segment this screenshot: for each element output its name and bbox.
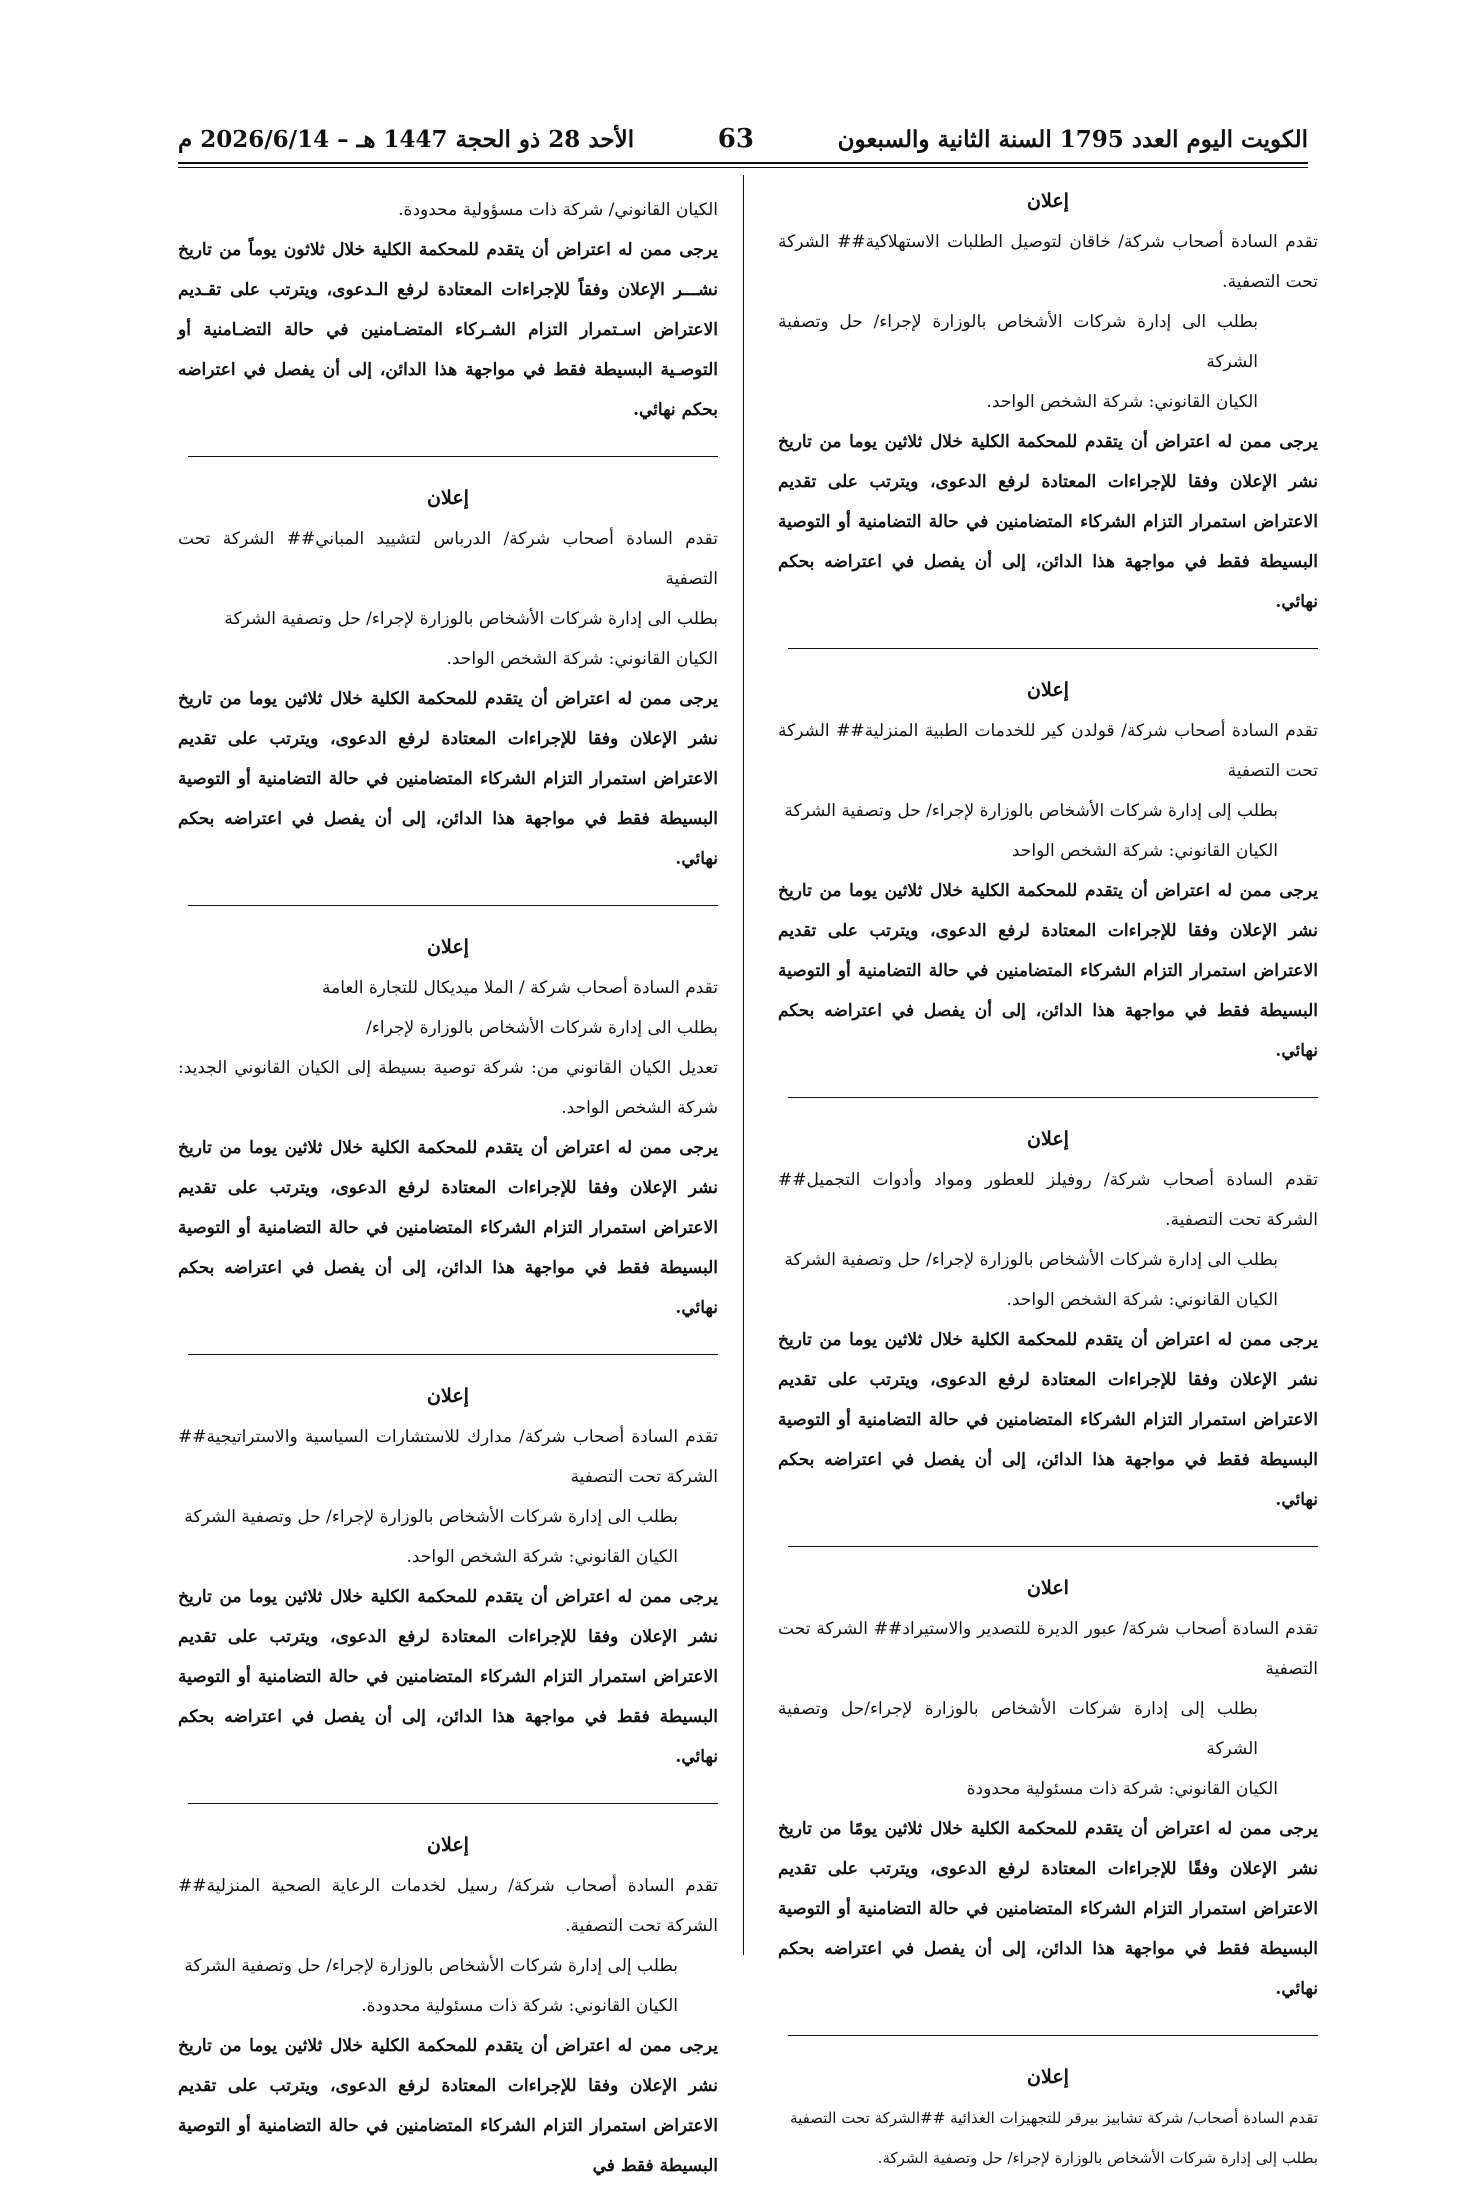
notice-entity: الكيان القانوني: شركة الشخص الواحد. <box>986 392 1258 412</box>
notice-applicant: تقدم السادة أصحاب/ شركة تشابيز بيرقر للتجهيزات الغذائية ##الشركة تحت التصفية <box>790 2109 1318 2127</box>
notice-title: إعلان <box>1027 2066 1069 2088</box>
notice-applicant: تقدم السادة أصحاب شركة/ قولدن كير للخدمات الطبية المنزلية## الشركة تحت التصفية <box>778 721 1318 781</box>
page-number: 63 <box>717 124 754 154</box>
notice-title: إعلان <box>427 1834 469 1856</box>
notice-request: بطلب الى إدارة شركات الأشخاص بالوزارة لإجراء/ <box>366 1018 718 1038</box>
notice-separator <box>188 456 718 457</box>
notice-title: اعلان <box>1027 1577 1069 1599</box>
header-rule-thin <box>178 167 1308 168</box>
notice-golden-care <box>778 679 1318 1071</box>
notice-applicant: تقدم السادة أصحاب شركة/ مدارك للاستشارات السياسية والاستراتيجية## الشركة تحت التصفية <box>178 1427 718 1487</box>
notice-entity: الكيان القانوني: شركة الشخص الواحد. <box>446 649 718 669</box>
notice-entity: الكيان القانوني: شركة الشخص الواحد. <box>1006 1290 1278 1310</box>
notice-title: إعلان <box>1027 1128 1069 1150</box>
notice-objection-text: يرجى ممن له اعتراض أن يتقدم للمحكمة الكلية خلال ثلاثين يوما من تاريخ نشر الإعلان وفقا للإجراءات المعتادة لرفع الدعوى، ويترتب على تقديم الاعتراض استمرار التزام الشركاء المتضامنين في حالة التضامنية أو التوصية البسيطة فقط في مواجهة هذا الدائن، إلى أن يفصل في اعتراضه بحكم نهائي. <box>778 1330 1318 1510</box>
notice-applicant: تقدم السادة أصحاب شركة/ عبور الديرة للتصدير والاستيراد## الشركة تحت التصفية <box>778 1619 1318 1679</box>
notice-title: إعلان <box>1027 190 1069 212</box>
issue-date: الأحد 28 ذو الحجة 1447 هـ – 2026/6/14 م <box>178 125 635 153</box>
notice-separator <box>788 1097 1318 1098</box>
notice-request: بطلب الى إدارة شركات الأشخاص بالوزارة لإجراء/ حل وتصفية الشركة <box>224 609 718 629</box>
notice-request: بطلب إلى إدارة شركات الأشخاص بالوزارة لإجراء/حل وتصفية الشركة <box>778 1699 1258 1759</box>
notice-applicant: تقدم السادة أصحاب شركة/ روفيلز للعطور ومواد وأدوات التجميل## الشركة تحت التصفية. <box>778 1170 1318 1230</box>
notice-request: بطلب الى إدارة شركات الأشخاص بالوزارة لإجراء/ حل وتصفية الشركة <box>784 1250 1278 1270</box>
notice-separator <box>788 648 1318 649</box>
left-column <box>178 190 718 2176</box>
notice-title: إعلان <box>427 936 469 958</box>
notice-objection-text: يرجى ممن له اعتراض أن يتقدم للمحكمة الكلية خلال ثلاثين يوما من تاريخ نشر الإعلان وفقا للإجراءات المعتادة لرفع الدعوى، ويترتب على تقديم الاعتراض استمرار التزام الشركاء المتضامنين في حالة التضامنية أو التوصية البسيطة فقط في مواجهة هذا الدائن، إلى أن يفصل في اعتراضه بحكم نهائي. <box>178 1587 718 1767</box>
notice-entity: الكيان القانوني/ شركة ذات مسؤولية محدودة. <box>398 200 718 220</box>
notice-oboor-aldeera <box>778 1577 1318 2009</box>
notice-entity: الكيان القانوني: شركة الشخص الواحد. <box>406 1547 678 1567</box>
notice-separator <box>188 1354 718 1355</box>
notice-separator <box>188 1803 718 1804</box>
notice-title: إعلان <box>427 1385 469 1407</box>
notice-raseel <box>178 1834 718 2186</box>
notice-request: بطلب إلى إدارة شركات الأشخاص بالوزارة لإجراء/ حل وتصفية الشركة <box>784 801 1278 821</box>
gazette-title: الكويت اليوم العدد 1795 السنة الثانية والسبعون <box>837 125 1308 153</box>
notice-khaqan <box>778 190 1318 622</box>
notice-objection-text: يرجى ممن له اعتراض أن يتقدم للمحكمة الكلية خلال ثلاثين يوما من تاريخ نشر الإعلان وفقا للإجراءات المعتادة لرفع الدعوى، ويترتب على تقديم الاعتراض استمرار التزام الشركاء المتضامنين في حالة التضامنية أو التوصية البسيطة فقط في مواجهة هذا الدائن، إلى أن يفصل في اعتراضه بحكم نهائي. <box>178 1138 718 1318</box>
column-divider <box>743 175 744 1955</box>
notice-applicant: تقدم السادة أصحاب شركة/ رسيل لخدمات الرعاية الصحية المنزلية## الشركة تحت التصفية. <box>178 1876 718 1936</box>
notice-entity: الكيان القانوني: شركة ذات مسئولية محدودة. <box>361 1996 678 2016</box>
header-rule <box>178 162 1308 164</box>
notice-objection-text: يرجى ممن له اعتراض أن يتقدم للمحكمة الكلية خلال ثلاثون يوماً من تاريخ نشـــر الإعلان وفقاً للإجراءات المعتادة لرفع الـدعوى، ويترتب على تقـديم الاعتراض اسـتمرار التزام الشـركاء المتضـامنين في حالة التضـامنية أو التوصـية البسيطة فقط في مواجهة هذا الدائن، إلى أن يفصل في اعتراضه بحكم نهائي. <box>178 240 718 420</box>
notice-chapiz-burger <box>778 2066 1318 2178</box>
notice-objection-text: يرجى ممن له اعتراض أن يتقدم للمحكمة الكلية خلال ثلاثين يوما من تاريخ نشر الإعلان وفقا للإجراءات المعتادة لرفع الدعوى، ويترتب على تقديم الاعتراض استمرار التزام الشركاء المتضامنين في حالة التضامنية أو التوصية البسيطة فقط في مواجهة هذا الدائن، إلى أن يفصل في اعتراضه بحكم نهائي. <box>778 432 1318 612</box>
notice-al-darbas <box>178 487 718 879</box>
notice-separator <box>188 905 718 906</box>
notice-objection-text: يرجى ممن له اعتراض أن يتقدم للمحكمة الكلية خلال ثلاثين يوما من تاريخ نشر الإعلان وفقا للإجراءات المعتادة لرفع الدعوى، ويترتب على تقديم الاعتراض استمرار التزام الشركاء المتضامنين في حالة التضامنية أو التوصية البسيطة فقط في مواجهة هذا الدائن، إلى أن يفصل في اعتراضه بحكم نهائي. <box>178 689 718 869</box>
notice-continuation <box>178 190 718 430</box>
notice-entity-change: تعديل الكيان القانوني من: شركة توصية بسيطة إلى الكيان القانوني الجديد: شركة الشخص الواحد. <box>178 1058 718 1118</box>
notice-madarek <box>178 1385 718 1777</box>
notice-applicant: تقدم السادة أصحاب شركة / الملا ميديكال للتجارة العامة <box>321 978 718 998</box>
notice-title: إعلان <box>1027 679 1069 701</box>
notice-applicant: تقدم السادة أصحاب شركة/ خاقان لتوصيل الطلبات الاستهلاكية## الشركة تحت التصفية. <box>778 232 1318 292</box>
notice-objection-text: يرجى ممن له اعتراض أن يتقدم للمحكمة الكلية خلال ثلاثين يوما من تاريخ نشر الإعلان وفقا للإجراءات المعتادة لرفع الدعوى، ويترتب على تقديم الاعتراض استمرار التزام الشركاء المتضامنين في حالة التضامنية أو التوصية البسيطة فقط في <box>178 2036 718 2176</box>
notice-request: بطلب الى إدارة شركات الأشخاص بالوزارة لإجراء/ حل وتصفية الشركة <box>184 1507 678 1527</box>
notice-separator <box>788 2035 1318 2036</box>
notice-entity: الكيان القانوني: شركة ذات مسئولية محدودة <box>966 1779 1278 1799</box>
notice-title: إعلان <box>427 487 469 509</box>
notice-separator <box>788 1546 1318 1547</box>
notice-applicant: تقدم السادة أصحاب شركة/ الدرباس لتشييد المباني## الشركة تحت التصفية <box>178 529 718 589</box>
page-header <box>178 118 1308 160</box>
notice-request: بطلب إلى إدارة شركات الأشخاص بالوزارة لإجراء/ حل وتصفية الشركة <box>184 1956 678 1976</box>
notice-rovels <box>778 1128 1318 1520</box>
notice-request: بطلب إلى إدارة شركات الأشخاص بالوزارة لإجراء/ حل وتصفية الشركة. <box>877 2149 1318 2167</box>
notice-entity: الكيان القانوني: شركة الشخص الواحد <box>1011 841 1278 861</box>
notice-al-mulla-medical <box>178 936 718 1328</box>
notice-request: بطلب الى إدارة شركات الأشخاص بالوزارة لإجراء/ حل وتصفية الشركة <box>778 312 1258 372</box>
notice-objection-text: يرجى ممن له اعتراض أن يتقدم للمحكمة الكلية خلال ثلاثين يومًا من تاريخ نشر الإعلان وفقًا للإجراءات المعتادة لرفع الدعوى، ويترتب على تقديم الاعتراض استمرار التزام الشركاء المتضامنين في حالة التضامنية أو التوصية البسيطة فقط في مواجهة هذا الدائن، إلى أن يفصل في اعتراضه بحكم نهائي. <box>778 1819 1318 1999</box>
notice-objection-text: يرجى ممن له اعتراض أن يتقدم للمحكمة الكلية خلال ثلاثين يوما من تاريخ نشر الإعلان وفقا للإجراءات المعتادة لرفع الدعوى، ويترتب على تقديم الاعتراض استمرار التزام الشركاء المتضامنين في حالة التضامنية أو التوصية البسيطة فقط في مواجهة هذا الدائن، إلى أن يفصل في اعتراضه بحكم نهائي. <box>778 881 1318 1061</box>
right-column <box>778 190 1318 2167</box>
